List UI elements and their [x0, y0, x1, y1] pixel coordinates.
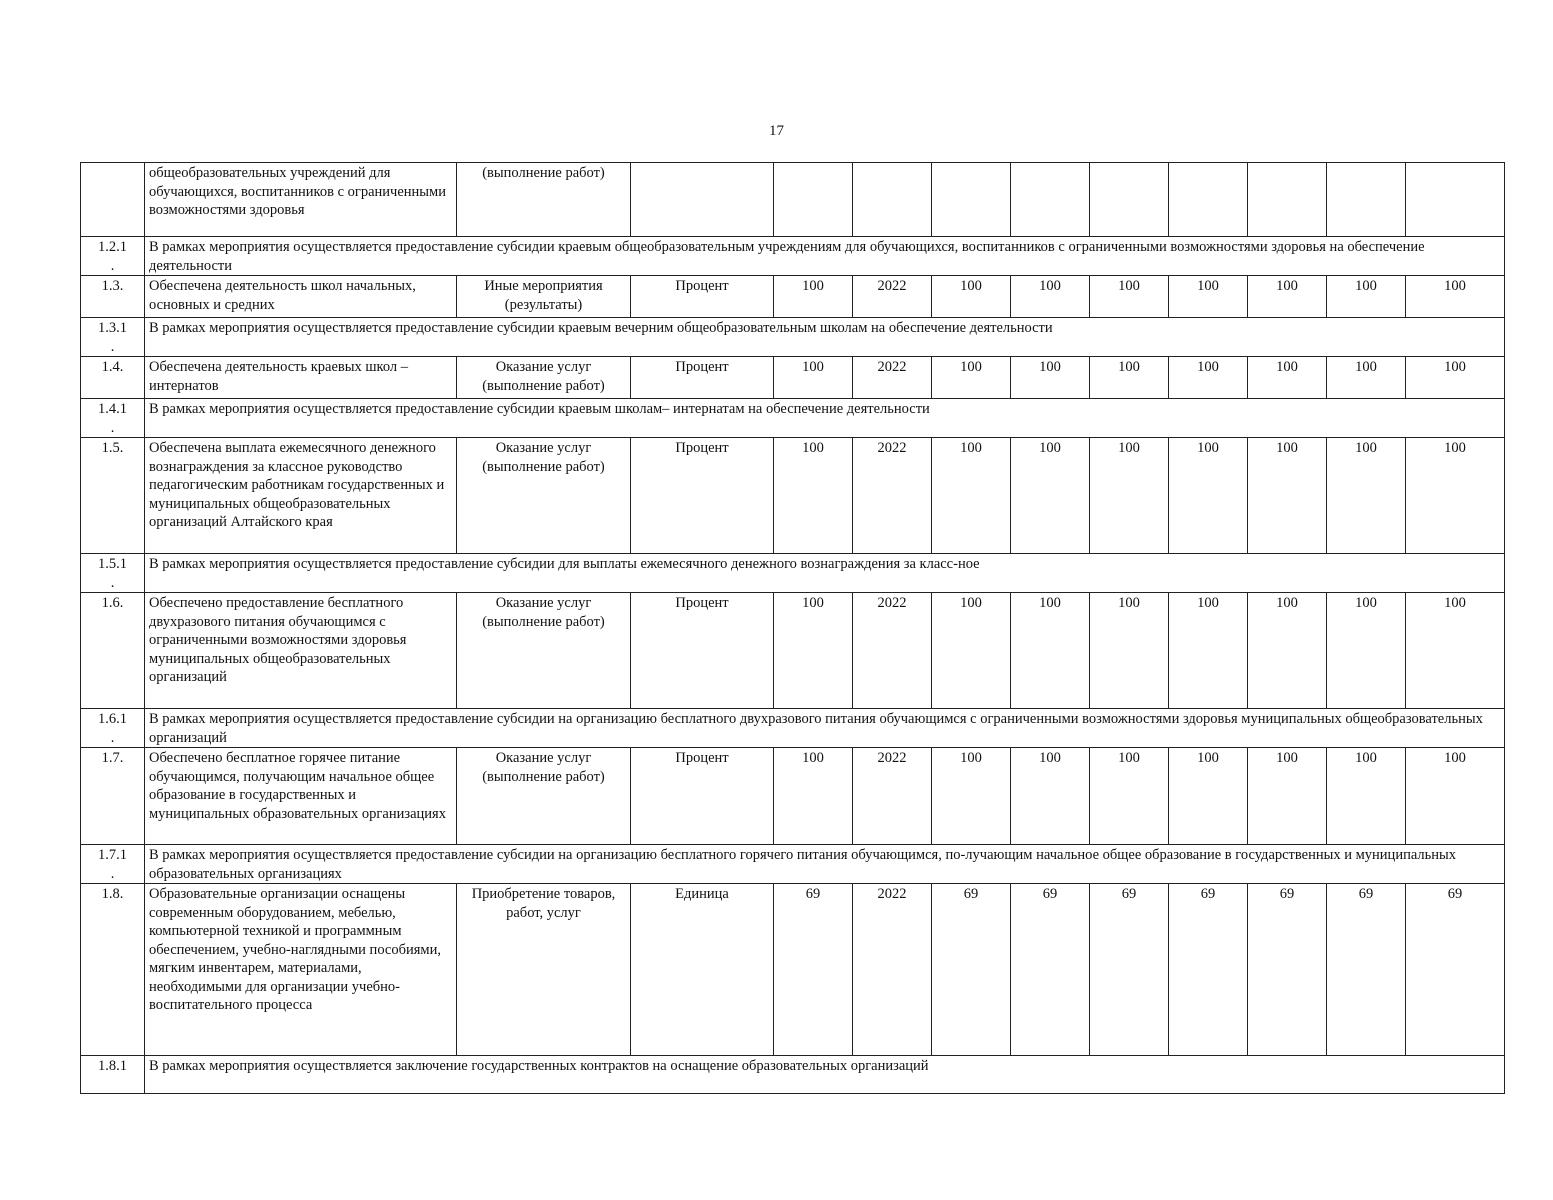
indicators-table — [80, 162, 1505, 1094]
indicator-row — [81, 276, 1505, 318]
indicator-number: 1.4. — [81, 357, 145, 399]
base-value: 100 — [774, 276, 853, 318]
description-row — [81, 554, 1505, 593]
indicator-name: общеобразовательных учреждений для обучающихся, воспитанников с ограниченными возможностями здоровья — [145, 163, 457, 237]
description-number: 1.3.1 . — [81, 318, 145, 357]
description-number: 1.4.1 . — [81, 399, 145, 438]
target-value: 100 — [1169, 438, 1248, 554]
page-number: 17 — [769, 123, 784, 139]
indicator-unit: Процент — [631, 357, 774, 399]
target-value: 69 — [1169, 884, 1248, 1056]
target-value: 100 — [932, 438, 1011, 554]
description-number: 1.8.1 — [81, 1056, 145, 1094]
target-value: 100 — [1248, 438, 1327, 554]
target-value: 100 — [1169, 357, 1248, 399]
target-value: 100 — [1090, 276, 1169, 318]
target-value: 100 — [1406, 276, 1505, 318]
target-value: 100 — [1327, 438, 1406, 554]
description-text: В рамках мероприятия осуществляется предоставление субсидии краевым вечерним общеобразовательным школам на обеспечение деятельности — [145, 318, 1505, 357]
indicator-number: 1.7. — [81, 748, 145, 845]
base-year: 2022 — [853, 748, 932, 845]
base-value: 100 — [774, 357, 853, 399]
target-value: 100 — [1011, 438, 1090, 554]
indicator-unit: Единица — [631, 884, 774, 1056]
target-value: 100 — [1169, 276, 1248, 318]
target-value: 100 — [1090, 438, 1169, 554]
target-value: 100 — [1090, 357, 1169, 399]
indicator-row — [81, 884, 1505, 1056]
target-value: 100 — [1327, 593, 1406, 709]
target-value: 69 — [1011, 884, 1090, 1056]
indicator-row — [81, 748, 1505, 845]
target-value: 100 — [1011, 748, 1090, 845]
target-value: 100 — [1327, 748, 1406, 845]
target-value: 100 — [1327, 276, 1406, 318]
description-row — [81, 237, 1505, 276]
base-year: 2022 — [853, 276, 932, 318]
target-value: 69 — [1406, 884, 1505, 1056]
target-value: 69 — [932, 884, 1011, 1056]
description-row — [81, 709, 1505, 748]
target-value: 100 — [932, 276, 1011, 318]
description-row — [81, 1056, 1505, 1094]
description-number: 1.7.1 . — [81, 845, 145, 884]
base-year: 2022 — [853, 357, 932, 399]
description-number: 1.6.1 . — [81, 709, 145, 748]
description-text: В рамках мероприятия осуществляется предоставление субсидии для выплаты ежемесячного денежного вознаграждения за класс-ное — [145, 554, 1505, 593]
target-value: 100 — [1406, 748, 1505, 845]
description-text: В рамках мероприятия осуществляется предоставление субсидии краевым школам– интернатам на обеспечение деятельности — [145, 399, 1505, 438]
indicator-name: Обеспечена деятельность школ начальных, основных и средних — [145, 276, 457, 318]
indicator-type: Оказание услуг (выполнение работ) — [457, 748, 631, 845]
target-value: 69 — [1090, 884, 1169, 1056]
indicator-unit: Процент — [631, 276, 774, 318]
indicator-type: Оказание услуг (выполнение работ) — [457, 593, 631, 709]
indicator-type: Иные мероприятия (результаты) — [457, 276, 631, 318]
description-row — [81, 399, 1505, 438]
indicator-number: 1.3. — [81, 276, 145, 318]
base-value: 100 — [774, 748, 853, 845]
target-value: 100 — [1406, 438, 1505, 554]
description-text: В рамках мероприятия осуществляется предоставление субсидии на организацию бесплатного горячего питания обучающимся, по-лучающим начальное общее образование в государственных и муниципальных образовательных организациях — [145, 845, 1505, 884]
indicator-unit: Процент — [631, 748, 774, 845]
target-value: 100 — [1248, 276, 1327, 318]
target-value: 100 — [1169, 593, 1248, 709]
target-value: 100 — [1248, 593, 1327, 709]
indicator-number: 1.5. — [81, 438, 145, 554]
indicator-number: 1.8. — [81, 884, 145, 1056]
base-value: 100 — [774, 438, 853, 554]
target-value: 100 — [1406, 357, 1505, 399]
indicator-number: 1.6. — [81, 593, 145, 709]
target-value: 69 — [1327, 884, 1406, 1056]
base-value: 100 — [774, 593, 853, 709]
target-value: 100 — [1011, 593, 1090, 709]
description-text: В рамках мероприятия осуществляется предоставление субсидии краевым общеобразовательным учреждениям для обучающихся, воспитанников с ограниченными возможностями здоровья на обеспечение деятельности — [145, 237, 1505, 276]
continuation-row — [81, 163, 1505, 237]
indicator-row — [81, 438, 1505, 554]
target-value: 100 — [1406, 593, 1505, 709]
description-number: 1.5.1 . — [81, 554, 145, 593]
target-value: 100 — [1248, 748, 1327, 845]
description-row — [81, 845, 1505, 884]
indicator-row — [81, 593, 1505, 709]
target-value: 100 — [1090, 593, 1169, 709]
target-value: 100 — [1011, 357, 1090, 399]
indicator-name: Образовательные организации оснащены современным оборудованием, мебелью, компьютерной техникой и программным обеспечением, учебно-наглядными пособиями, мягким инвентарем, материалами, необходимыми для организации учебно-воспитательного процесса — [145, 884, 457, 1056]
indicator-name: Обеспечена деятельность краевых школ – интернатов — [145, 357, 457, 399]
target-value: 100 — [932, 748, 1011, 845]
target-value: 100 — [932, 357, 1011, 399]
target-value: 69 — [1248, 884, 1327, 1056]
indicator-type: (выполнение работ) — [457, 163, 631, 237]
description-row — [81, 318, 1505, 357]
indicator-name: Обеспечено предоставление бесплатного двухразового питания обучающимся с ограниченными возможностями здоровья муниципальных общеобразовательных организаций — [145, 593, 457, 709]
target-value: 100 — [1090, 748, 1169, 845]
description-text: В рамках мероприятия осуществляется заключение государственных контрактов на оснащение образовательных организаций — [145, 1056, 1505, 1094]
target-value: 100 — [1169, 748, 1248, 845]
indicator-name: Обеспечена выплата ежемесячного денежного вознаграждения за классное руководство педагогическим работникам государственных и муниципальных общеобразовательных организаций Алтайского края — [145, 438, 457, 554]
indicator-unit: Процент — [631, 438, 774, 554]
target-value: 100 — [1327, 357, 1406, 399]
indicator-unit: Процент — [631, 593, 774, 709]
description-text: В рамках мероприятия осуществляется предоставление субсидии на организацию бесплатного двухразового питания обучающимся с ограниченными возможностями здоровья муниципальных общеобразовательных организаций — [145, 709, 1505, 748]
base-value: 69 — [774, 884, 853, 1056]
description-number: 1.2.1 . — [81, 237, 145, 276]
indicator-row — [81, 357, 1505, 399]
indicator-type: Приобретение товаров, работ, услуг — [457, 884, 631, 1056]
indicator-name: Обеспечено бесплатное горячее питание обучающимся, получающим начальное общее образование в государственных и муниципальных образовательных организациях — [145, 748, 457, 845]
indicator-type: Оказание услуг (выполнение работ) — [457, 357, 631, 399]
target-value: 100 — [1011, 276, 1090, 318]
target-value: 100 — [932, 593, 1011, 709]
base-year: 2022 — [853, 884, 932, 1056]
target-value: 100 — [1248, 357, 1327, 399]
base-year: 2022 — [853, 593, 932, 709]
base-year: 2022 — [853, 438, 932, 554]
indicator-type: Оказание услуг (выполнение работ) — [457, 438, 631, 554]
